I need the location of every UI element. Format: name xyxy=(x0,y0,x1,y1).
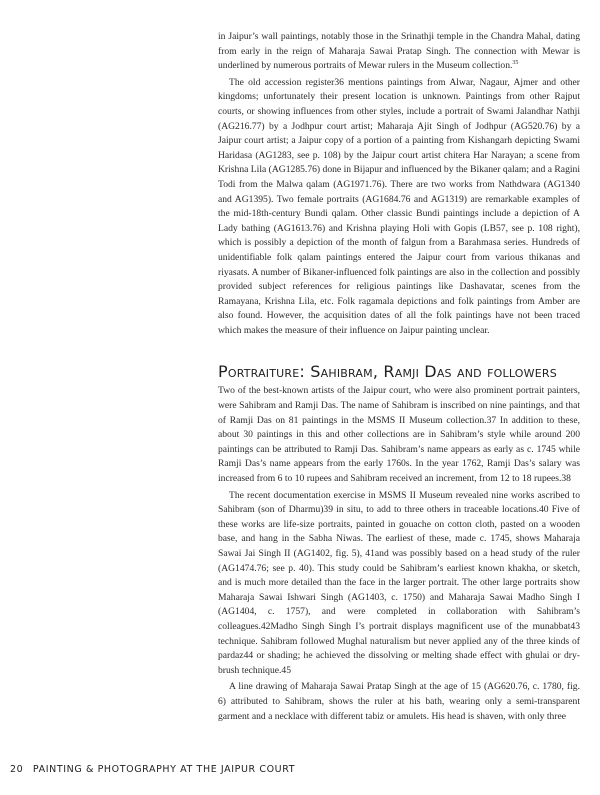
page-footer xyxy=(10,764,295,775)
article-body xyxy=(218,30,580,724)
paragraph-5: A line drawing of Maharaja Sawai Pratap Singh at the age of 15 (AG620.76, c. 1780, fig. 6) attributed to Sahibram, shows the ruler at his bath, wearing only a semi-transparent garment and a necklace with different tabiz or amulets. His head is shaven, with only three xyxy=(218,681,580,722)
paragraph-3: Two of the best-known artists of the Jaipur court, who were also prominent portrait painters, were Sahibram and Ramji Das. The name of Sahibram is inscribed on nine paintings, and that of Ramji Das on 81 paintings in the MSMS II Museum collection.37 In addition to these, about 30 paintings in this and other collections are in Sahibram’s style while around 200 paintings can be attributed to Ramji Das. Sahibram’s name appears as early as c. 1745 while Ramji Das’s name appears from the early 1760s. In the year 1762, Ramji Das’s salary was increased from 6 to 10 rupees and Sahibram received an increment, from 12 to 18 rupees.38 xyxy=(218,385,580,485)
paragraph-1: in Jaipur’s wall paintings, notably those in the Srinathji temple in the Chandra Mahal, dating from early in the reign of Maharaja Sawai Pratap Singh. The connection with Mewar is underlined by numerous portraits of Mewar rulers in the Museum collection.$^{35}$ xyxy=(218,31,580,72)
footnote-ref: 35 xyxy=(512,60,519,66)
paragraph-4: The recent documentation exercise in MSMS II Museum revealed nine works ascribed to Sahibram (son of Dharmu)39 in situ, to add to three others in traceable locations.40 Five of these works are life-size portraits, painted in gouache on cotton cloth, pasted on a wooden base, and hang in the Sabha Niwas. The earliest of these, made c. 1745, shows Maharaja Sawai Jai Singh II (AG1402, fig. 5), 41and was possibly based on a head study of the ruler (AG1474.76; see p. 40). This study could be Sahibram’s earliest known khakha, or sketch, and is much more detailed than the face in the larger portrait. The other large portraits show Maharaja Sawai Ishwari Singh (AG1403, c. 1750) and Maharaja Sawai Madho Singh I (AG1404, c. 1757), and were completed in collaboration with Sahibram’s colleagues.42Madho Singh Singh I’s portrait displays magnificent use of the munabbat43 technique. Sahibram followed Mughal naturalism but never applied any of the three kinds of pardaz44 or shading; he achieved the dissolving or melting shade effect with ghulai or dry-brush technique.45 xyxy=(218,489,580,676)
running-title: PAINTING & PHOTOGRAPHY AT THE JAIPUR COURT xyxy=(32,764,296,775)
section-heading: Portraiture: Sahibram, Ramji Das and followers xyxy=(218,362,557,382)
page-number: 20 xyxy=(10,764,24,775)
paragraph-2: The old accession register36 mentions paintings from Alwar, Nagaur, Ajmer and other kingdoms; unfortunately their present location is unknown. Paintings from other Rajput courts, or showing influences from other styles, include a portrait of Swami Jalandhar Nathji (AG216.77) by a Jodhpur court artist; Maharaja Ajit Singh of Jodhpur (AG520.76) by a Jaipur court artist; a Jaipur copy of a portion of a painting from Kishangarh depicting Swami Haridasa (AG1283, see p. 108) by the Jaipur court artist chitera Har Narayan; a scene from Krishna Lila (AG1285.76) done in Bijapur and influenced by the Bikaner qalam; and a Ragini Todi from the Malwa qalam (AG1971.76). There are two works from Nathdwara (AG1340 and AG1395). Two female portraits (AG1684.76 and AG1319) are remarkable examples of the mid-18th-century Bundi qalam. Other classic Bundi paintings include a depiction of A Lady bathing (AG1613.76) and Krishna playing Holi with Gopis (LB57, see p. 108 right), which is possibly a depiction of the month of falgun from a Barahmasa series. Hundreds of unidentifiable folk qalam paintings entered the Jaipur court from various thikanas and riyasats. A number of Bikaner-influenced folk paintings are also in the collection and possibly provided subject references for religious paintings like Dashavatar, scenes from the Ramayana, Krishna Lila, etc. Folk ragamala depictions and folk paintings from Amber are also found. However, the acquisition dates of all the folk paintings have not been traced which makes the measure of their influence on Jaipur painting unclear. xyxy=(218,76,580,336)
